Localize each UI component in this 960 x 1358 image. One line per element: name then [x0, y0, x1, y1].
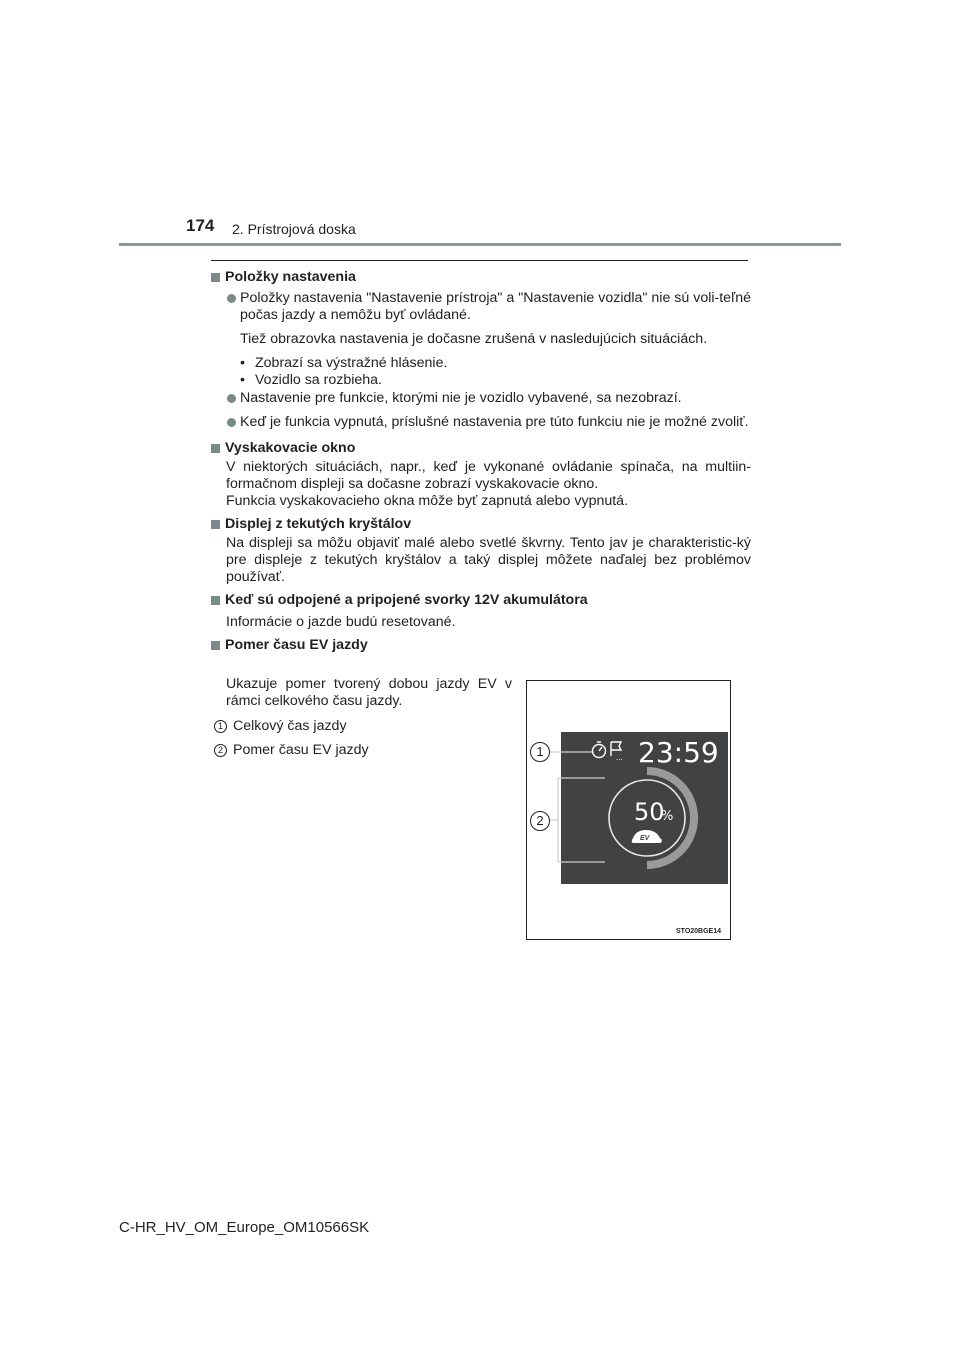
bullet-item: Položky nastavenia "Nastavenie prístroja" a "Nastavenie vozidla" nie sú voli-teľné počas jazdy a nemôžu byť ovládané.: [211, 290, 751, 324]
document-id: C-HR_HV_OM_Europe_OM10566SK: [119, 1219, 370, 1236]
ev-ratio-description: [217, 676, 512, 759]
flag-dots: ...: [616, 753, 623, 762]
chapter-title: 2. Prístrojová doska: [232, 221, 356, 237]
section-title-svorky: Keď sú odpojené a pripojené svorky 12V akumulátora: [211, 592, 751, 609]
square-bullet-icon: [211, 273, 220, 282]
paragraph: Na displeji sa môžu objaviť malé alebo svetlé škvrny. Tento jav je charakteristic-ký pre displeje z tekutých kryštálov a taký displej môžete naďalej bez problémov používať.: [226, 535, 751, 585]
square-bullet-icon: [211, 641, 220, 650]
ev-ratio-percent: 50: [634, 798, 665, 826]
header-rule: [119, 243, 841, 246]
paragraph: Ukazuje pomer tvorený dobou jazdy EV v rámci celkového času jazdy.: [226, 676, 512, 709]
callout-item-1: 1 Celkový čas jazdy: [226, 718, 512, 735]
paragraph: Funkcia vyskakovacieho okna môže byť zapnutá alebo vypnutá.: [226, 493, 629, 509]
figure-code: STO20BGE14: [676, 928, 722, 935]
stopwatch-icon: [593, 742, 606, 758]
section-rule: [211, 260, 748, 261]
bullet-item: Keď je funkcia vypnutá, príslušné nastavenia pre túto funkciu nie je možné zvoliť.: [211, 414, 751, 431]
figure-callout-1: 1: [530, 742, 550, 762]
display-illustration: [526, 680, 731, 940]
section-title-pomer: Pomer času EV jazdy: [211, 637, 751, 654]
callout-item-2: 2 Pomer času EV jazdy: [226, 742, 512, 759]
callout-number-2: 2: [214, 744, 227, 757]
section-title-polozky: Položky nastavenia: [211, 269, 751, 286]
paragraph: Tiež obrazovka nastavenia je dočasne zrušená v nasledujúcich situáciách.: [240, 331, 708, 347]
page-number: 174: [186, 216, 215, 235]
circle-bullet-icon: [227, 294, 236, 303]
content: [211, 265, 751, 654]
circle-bullet-icon: [227, 394, 236, 403]
sub-item: • Vozidlo sa rozbieha.: [240, 372, 382, 388]
square-bullet-icon: [211, 596, 220, 605]
callout-number-1: 1: [214, 720, 227, 733]
figure-callout-2: 2: [530, 811, 550, 831]
circle-bullet-icon: [227, 418, 236, 427]
sub-item: • Zobrazí sa výstražné hlásenie.: [240, 355, 448, 371]
paragraph: Informácie o jazde budú resetované.: [226, 614, 456, 630]
square-bullet-icon: [211, 444, 220, 453]
ev-percent-sign: %: [661, 809, 674, 824]
square-bullet-icon: [211, 520, 220, 529]
paragraph: V niektorých situáciách, napr., keď je vykonané ovládanie spínača, na multiin-formačnom displeji sa dočasne zobrazí vyskakovacie okno.: [226, 459, 751, 492]
total-drive-time: 23:59: [638, 736, 719, 769]
bullet-item: Nastavenie pre funkcie, ktorými nie je vozidlo vybavené, sa nezobrazí.: [211, 390, 751, 407]
ev-badge-label: EV: [640, 835, 650, 842]
ev-car-icon: [632, 830, 662, 843]
section-title-displej: Displej z tekutých kryštálov: [211, 516, 751, 533]
section-title-vyskakovacie: Vyskakovacie okno: [211, 440, 751, 457]
